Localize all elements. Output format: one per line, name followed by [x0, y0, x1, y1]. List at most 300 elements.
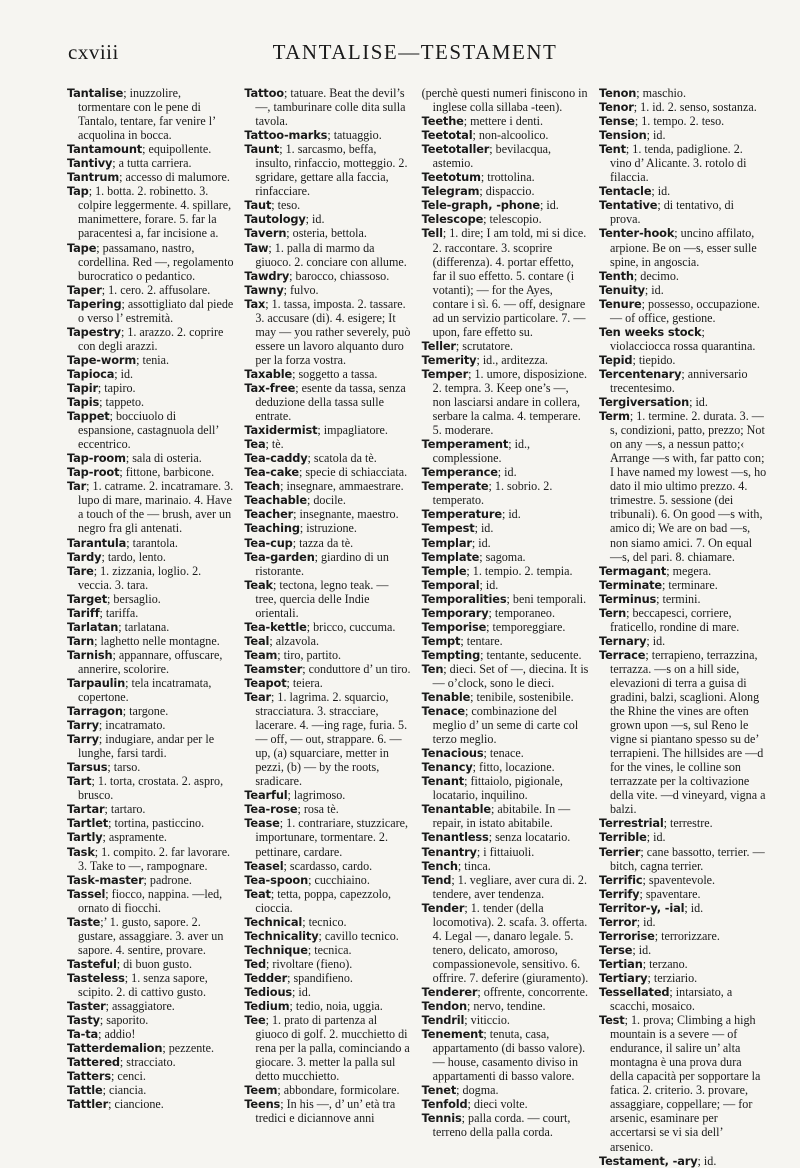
entry-headword: Temperate — [421, 479, 489, 494]
dictionary-entry — [244, 985, 412, 999]
entry-definition: ; bocciuolo di espansione, castagnuola dell’ eccentrico. — [78, 409, 219, 452]
dictionary-entry — [599, 971, 767, 985]
entry-headword: Tassel — [67, 886, 106, 901]
entry-definition: ; insegnante, maestro. — [293, 507, 399, 522]
entry-headword: Tenement — [421, 1027, 484, 1042]
entry-definition: ; id. — [689, 395, 708, 410]
entry-headword: Tarlatan — [67, 619, 119, 634]
entry-definition: ; id. — [646, 633, 666, 648]
entry-headword: Tarantula — [67, 535, 127, 550]
entry-definition: ; tenuta, casa, appartamento (di basso valore). — house, casamento diviso in appartamenti di basso valore. — [432, 1027, 586, 1084]
entry-headword: Tenfold — [421, 1097, 468, 1112]
entry-headword: Taste — [67, 914, 101, 929]
entry-headword: Tenancy — [421, 760, 473, 775]
dictionary-entry — [244, 479, 412, 493]
entry-definition: ; impagliatore. — [317, 423, 388, 438]
entry-headword: Ternary — [598, 633, 647, 648]
entry-definition: ; di buon gusto. — [116, 956, 192, 971]
dictionary-entry — [244, 451, 412, 465]
dictionary-entry — [599, 845, 767, 873]
dictionary-entry — [67, 395, 235, 409]
entry-headword: Terrestrial — [598, 816, 664, 831]
entry-headword: Teak — [244, 577, 273, 592]
dictionary-entry — [599, 929, 767, 943]
entry-definition: ; alzavola. — [269, 633, 320, 648]
entry-definition: ; id. — [697, 1153, 717, 1168]
entry-definition: ; terrestre. — [663, 816, 713, 831]
entry-headword: Tattered — [67, 1055, 120, 1070]
entry-headword: Tenter-hook — [598, 226, 675, 241]
dictionary-entry — [244, 437, 412, 451]
dictionary-entry — [244, 690, 412, 788]
dictionary-entry — [67, 592, 235, 606]
dictionary-entry — [422, 620, 590, 634]
entry-headword: Teapot — [244, 675, 287, 690]
entry-headword: Tend — [421, 872, 452, 887]
dictionary-entry — [599, 873, 767, 887]
entry-headword: Taut — [244, 198, 272, 213]
entry-headword: Terror — [598, 914, 637, 929]
dictionary-entry — [422, 606, 590, 620]
entry-headword: Tearful — [244, 788, 288, 803]
entry-definition: ; 1. sobrio. 2. temperato. — [432, 479, 553, 508]
entry-headword: Tart — [67, 774, 92, 789]
entry-definition: ; tardo, lento. — [101, 549, 166, 564]
dictionary-entry — [599, 100, 767, 114]
dictionary-entry — [599, 887, 767, 901]
dictionary-entry — [422, 592, 590, 606]
dictionary-entry — [244, 269, 412, 283]
dictionary-entry — [67, 1027, 235, 1041]
entry-definition: ; accesso di malumore. — [119, 170, 230, 185]
entry-headword: Tap-root — [67, 465, 120, 480]
entry-headword: Tergiversation — [598, 395, 690, 410]
entry-definition: ; tectona, legno teak. — tree, quercia delle Indie orientali. — [255, 577, 389, 620]
entry-definition: ; 1. cero. 2. affusolare. — [101, 282, 211, 297]
entry-headword: Taster — [67, 999, 106, 1014]
dictionary-entry — [422, 634, 590, 648]
dictionary-entry — [244, 620, 412, 634]
dictionary-entry — [422, 114, 590, 128]
dictionary-entry — [244, 957, 412, 971]
entry-definition: ; tentare. — [460, 633, 503, 648]
entry-definition: ; scrutatore. — [455, 338, 513, 353]
entry-definition: ; tartaro. — [104, 802, 146, 817]
entry-headword: Temple — [421, 563, 467, 578]
entry-headword: Termagant — [598, 563, 667, 578]
entry-headword: Tertian — [598, 956, 643, 971]
entry-definition: ; tarlatana. — [118, 619, 170, 634]
entry-definition: ; mettere i denti. — [463, 114, 544, 129]
entry-definition: ; 1. torta, crostata. 2. aspro, brusco. — [78, 774, 224, 803]
entry-headword: Tax — [244, 296, 266, 311]
entry-definition: ; viticcio. — [464, 1013, 510, 1028]
entry-headword: Tarry — [67, 732, 99, 747]
column-3 — [422, 86, 590, 1168]
entry-headword: Tea-kettle — [244, 619, 307, 634]
dictionary-entry — [599, 128, 767, 142]
entry-definition: ; temporeggiare. — [486, 619, 566, 634]
dictionary-entry — [244, 676, 412, 690]
entry-definition: ; assaggiatore. — [105, 999, 175, 1014]
entry-headword: Telegram — [421, 184, 480, 199]
entry-definition: ; indugiare, andar per le lunghe, farsi tardi. — [78, 732, 215, 761]
entry-headword: Tench — [421, 858, 458, 873]
dictionary-entry — [599, 269, 767, 283]
entry-definition: ; appannare, offuscare, annerire, scolorire. — [78, 647, 223, 676]
dictionary-entry — [422, 86, 590, 114]
entry-headword: Tavern — [244, 226, 287, 241]
dictionary-entry — [244, 1083, 412, 1097]
dictionary-entry — [67, 915, 235, 957]
entry-definition: ; id. — [636, 914, 656, 929]
entry-definition: ; abbondare, formicolare. — [277, 1083, 400, 1098]
entry-headword: Tape-worm — [67, 352, 137, 367]
dictionary-entry — [244, 142, 412, 198]
dictionary-entry — [599, 592, 767, 606]
entry-headword: Teethe — [421, 114, 464, 129]
entry-headword: Ten — [421, 661, 444, 676]
dictionary-entry — [244, 662, 412, 676]
entry-definition: ; saporito. — [99, 1013, 149, 1028]
dictionary-entry — [422, 550, 590, 564]
entry-definition: ; id. — [114, 366, 134, 381]
entry-definition: ; tiepido. — [632, 352, 676, 367]
page-number: cxviii — [68, 40, 119, 64]
entry-definition: ; id. — [471, 535, 491, 550]
dictionary-entry — [422, 578, 590, 592]
dictionary-entry — [244, 929, 412, 943]
entry-headword: Tendon — [421, 999, 467, 1014]
entry-headword: Temperance — [421, 465, 498, 480]
entry-definition: ; id. — [646, 830, 666, 845]
entry-definition: ; id. — [497, 465, 517, 480]
entry-headword: Tatters — [67, 1069, 111, 1084]
entry-headword: Tapioca — [67, 366, 115, 381]
dictionary-entry — [67, 845, 235, 873]
entry-definition: ; anniversario trecentesimo. — [609, 366, 748, 395]
entry-headword: Testament, -ary — [598, 1153, 698, 1168]
entry-headword: Tenderer — [421, 985, 478, 999]
entry-definition: ; terrorizzare. — [654, 928, 720, 943]
entry-headword: Temporise — [421, 619, 487, 634]
entry-definition: ; id. — [479, 577, 499, 592]
entry-definition: ; addio! — [98, 1027, 136, 1042]
entry-headword: Tasteful — [67, 956, 117, 971]
entry-definition: ; aspramente. — [102, 830, 167, 845]
entry-headword: Tessellated — [598, 985, 670, 999]
dictionary-entry — [67, 86, 235, 142]
entry-definition: ; tedio, noia, uggia. — [289, 999, 383, 1014]
dictionary-entry — [67, 802, 235, 816]
dictionary-entry — [244, 128, 412, 142]
entry-headword: Tele-graph, -phone — [421, 198, 540, 213]
entry-definition: ; specie di schiacciata. — [298, 465, 408, 480]
entry-headword: Teasel — [244, 858, 284, 873]
entry-headword: Terrible — [598, 830, 647, 845]
entry-definition: ; 1. termine. 2. durata. 3. —s, condizioni, patto, prezzo; Not on any —s, a nessun patto;‹ Arrange —s with, far patto con; I have named my lowest —s, ho dato il mio ultimo prezzo. 4. trimestre. 5. sessione (dei tribunali). 6. On good —s with, amico di; We are on bad —s, non siamo amici. 7. On equal —s, del pari. 8. chiamare. — [609, 409, 767, 564]
entry-definition: ; fitto, locazione. — [472, 760, 555, 775]
entry-definition: ; tinca. — [457, 858, 491, 873]
entry-definition: ; 1. vegliare, aver cura di. 2. tendere, aver tendenza. — [432, 872, 587, 901]
entry-headword: Tattoo-marks — [244, 128, 328, 143]
entry-definition: ; tarantola. — [126, 535, 178, 550]
entry-definition: ; passamano, nastro, cordellina. Red —, regolamento burocratico o pedantico. — [78, 240, 234, 283]
entry-definition: ; rivoltare (fieno). — [266, 956, 353, 971]
entry-definition: ; istruzione. — [299, 521, 357, 536]
dictionary-entry — [67, 156, 235, 170]
dictionary-entry — [244, 943, 412, 957]
dictionary-entry — [422, 184, 590, 198]
entry-headword: Ted — [244, 956, 267, 971]
entry-definition: ; id. — [644, 282, 664, 297]
dictionary-entry — [422, 648, 590, 662]
dictionary-entry — [422, 690, 590, 704]
dictionary-entry — [244, 226, 412, 240]
dictionary-entry — [67, 971, 235, 999]
entry-definition: ; violacciocca rossa quarantina. — [609, 324, 756, 353]
dictionary-entry — [67, 957, 235, 971]
dictionary-entry — [599, 395, 767, 409]
entry-definition: ; 1. palla di marmo da giuoco. 2. conciare con allume. — [255, 240, 407, 269]
entry-headword: Tawdry — [244, 268, 290, 283]
entry-definition: ; bersaglio. — [107, 591, 161, 606]
entry-definition: ; 1. lagrima. 2. squarcio, stracciatura. 3. stracciare, lacerare. 4. —ing rage, furia. 5. — off, — out, strappare. 6. — up, (a) squarciare, metter in pezzi, (b) — by the roots, sradicare. — [255, 690, 408, 789]
entry-definition: ; targone. — [122, 704, 169, 719]
entry-headword: Teaching — [244, 521, 300, 536]
dictionary-entry — [67, 465, 235, 479]
entry-headword: Tautology — [244, 212, 306, 227]
entry-definition: ; terziario. — [647, 970, 698, 985]
entry-definition: ; id. — [539, 198, 559, 213]
dictionary-entry — [244, 648, 412, 662]
dictionary-entry — [67, 873, 235, 887]
entry-definition: ; 1. umore, disposizione. 2. tempra. 3. Keep one’s —, non lasciarsi andare in collera, serbare la calma. 4. temperare. 5. moderare. — [432, 366, 588, 438]
dictionary-entry — [67, 887, 235, 915]
dictionary-entry — [244, 873, 412, 887]
entry-definition: ; fittone, barbicone. — [119, 465, 215, 480]
dictionary-entry — [599, 648, 767, 817]
entry-definition: ; tappeto. — [99, 395, 145, 410]
entry-definition: ; spandifieno. — [287, 970, 353, 985]
dictionary-entry — [67, 732, 235, 760]
dictionary-entry — [422, 564, 590, 578]
dictionary-entry — [244, 283, 412, 297]
dictionary-entry — [244, 816, 412, 858]
dictionary-entry — [67, 241, 235, 283]
entry-definition: ; incatramato. — [98, 718, 166, 733]
entry-definition: ; inuzzolire, tormentare con le pene di Tantalo, tentare, far venire l’ acquolina in bocca. — [78, 86, 216, 143]
entry-headword: Terrier — [598, 844, 641, 859]
entry-headword: Terse — [598, 942, 633, 957]
entry-headword: Tense — [598, 114, 635, 129]
entry-headword: Tartlet — [67, 816, 109, 831]
entry-definition: ; tentante, seducente. — [480, 647, 582, 662]
entry-definition: ; cavillo tecnico. — [318, 928, 399, 943]
dictionary-entry — [599, 634, 767, 648]
dictionary-entry — [244, 212, 412, 226]
dictionary-entry — [244, 550, 412, 578]
entry-definition: ; palla corda. — court, terreno della palla corda. — [432, 1111, 571, 1140]
entry-definition: ; 1. botta. 2. robinetto. 3. colpire leggermente. 4. spillare, manimettere, forare. 5. far la paracentesi a, far incisione a. — [78, 184, 232, 241]
entry-headword: Temper — [421, 366, 469, 381]
entry-definition: ; non-alcoolico. — [472, 128, 549, 143]
dictionary-entry — [67, 816, 235, 830]
entry-headword: Tension — [598, 128, 647, 143]
entry-definition: ; pezzente. — [162, 1041, 215, 1056]
entry-headword: Tendril — [421, 1013, 465, 1028]
dictionary-entry — [422, 802, 590, 830]
entry-definition: ; intarsiato, a scacchi, mosaico. — [609, 985, 733, 1014]
entry-definition: ; dispaccio. — [479, 184, 535, 199]
dictionary-entry — [599, 901, 767, 915]
dictionary-entry — [599, 985, 767, 1013]
entry-headword: Tattler — [67, 1097, 109, 1112]
entry-headword: Tarnish — [67, 647, 113, 662]
entry-headword: Territor-y, -ial — [598, 900, 685, 915]
dictionary-entry — [67, 620, 235, 634]
entry-definition: ; temporaneo. — [488, 605, 555, 620]
entry-definition: ; dieci volte. — [467, 1097, 528, 1112]
dictionary-entry — [67, 999, 235, 1013]
dictionary-entry — [67, 648, 235, 676]
entry-headword: Tapestry — [67, 324, 121, 339]
entry-headword: Tatterdemalion — [67, 1041, 163, 1056]
entry-headword: Tertiary — [598, 970, 648, 985]
entry-definition: ; id. — [501, 507, 521, 522]
dictionary-entry — [67, 1041, 235, 1055]
entry-definition: ; 1. prato di partenza al giuoco di golf. 2. mucchietto di rena per la palla, cominciando a giocare. 3. metter la palla sul detto mucchietto. — [255, 1013, 410, 1084]
dictionary-entry — [422, 479, 590, 507]
entry-definition: ; id. — [684, 900, 704, 915]
entry-definition: ; bevilacqua, astemio. — [432, 142, 552, 171]
dictionary-entry — [422, 985, 590, 999]
entry-definition: ; 1. tempo. 2. teso. — [634, 114, 725, 129]
dictionary-entry — [422, 437, 590, 465]
dictionary-entry — [422, 830, 590, 844]
entry-definition: ; fiocco, nappina. —led, ornato di fiocchi. — [78, 886, 223, 915]
dictionary-entry — [422, 353, 590, 367]
entry-headword: Teetotal — [421, 128, 473, 143]
entry-headword: Tedious — [244, 985, 293, 999]
entry-definition: ; bricco, cuccuma. — [306, 619, 396, 634]
entry-definition: ; termini. — [656, 591, 701, 606]
entry-headword: Tax-free — [244, 380, 296, 395]
entry-definition: ; megera. — [666, 563, 712, 578]
entry-headword: Tennis — [421, 1111, 462, 1126]
entry-definition: ; tatuaggio. — [327, 128, 382, 143]
entry-definition: ; sagoma. — [479, 549, 526, 564]
entry-headword: Tenacious — [421, 746, 484, 761]
entry-headword: Tea-rose — [244, 802, 298, 817]
dictionary-entry — [422, 536, 590, 550]
entry-definition: ; ciancia. — [102, 1083, 147, 1098]
entry-headword: Tear — [244, 690, 272, 705]
entry-definition: ; 1. arazzo. 2. coprire con degli arazzi. — [78, 324, 224, 353]
dictionary-entry — [244, 507, 412, 521]
entry-headword: Term — [598, 409, 630, 424]
entry-definition: ; laghetto nelle montagne. — [94, 633, 220, 648]
dictionary-entry — [599, 816, 767, 830]
entry-definition: ; padrone. — [143, 872, 192, 887]
entry-headword: Tar — [67, 479, 87, 494]
dictionary-entry — [67, 367, 235, 381]
dictionary-entry — [599, 142, 767, 184]
entry-headword: Tender — [421, 900, 465, 915]
dictionary-entry — [599, 1154, 767, 1168]
dictionary-entry — [599, 297, 767, 325]
dictionary-entry — [422, 1027, 590, 1083]
dictionary-entry — [422, 859, 590, 873]
entry-headword: Tenon — [598, 86, 637, 100]
entry-headword: Tenth — [598, 268, 634, 283]
dictionary-entry — [244, 971, 412, 985]
dictionary-entry — [67, 479, 235, 535]
entry-definition: ; 1. tempio. 2. tempia. — [466, 563, 573, 578]
entry-headword: Teacher — [244, 507, 294, 522]
entry-headword: Tenet — [421, 1083, 457, 1098]
dictionary-entry — [67, 1097, 235, 1111]
entry-definition: ; insegnare, ammaestrare. — [280, 479, 404, 494]
dictionary-entry — [67, 676, 235, 704]
entry-definition: ; id. — [632, 942, 652, 957]
entry-definition: ; assottigliato dal piede o verso l’ estremità. — [78, 296, 234, 325]
dictionary-entry — [422, 142, 590, 170]
dictionary-entry — [422, 465, 590, 479]
entry-headword: Teamster — [244, 661, 303, 676]
entry-headword: Terrorise — [598, 928, 655, 943]
entry-definition: ; cucchiaino. — [308, 872, 370, 887]
dictionary-entry — [244, 887, 412, 915]
dictionary-entry — [244, 367, 412, 381]
entry-headword: Technicality — [244, 928, 319, 943]
entry-headword: Tea-cake — [244, 465, 299, 480]
dictionary-entry — [599, 957, 767, 971]
entry-definition: ; i fittaiuoli. — [476, 844, 535, 859]
entry-headword: Tattle — [67, 1083, 103, 1098]
entry-definition: ; 1. dire; I am told, mi si dice. 2. raccontare. 3. scoprire (differenza). 4. portar effetto, far il suo effetto. 5. contare (i votanti); — for the Ayes, contare i sì. 6. — off, designare ad un servizio particolare. 7. — upon, fare effetto su. — [432, 226, 587, 339]
dictionary-entry — [244, 241, 412, 269]
entry-headword: Tenantable — [421, 802, 491, 817]
dictionary-entry — [67, 830, 235, 844]
entry-headword: Ta-ta — [67, 1027, 99, 1042]
dictionary-entry — [244, 423, 412, 437]
entry-definition: ; tapiro. — [97, 380, 136, 395]
entry-headword: Target — [67, 591, 108, 606]
dictionary-entry — [422, 128, 590, 142]
entry-definition: ; tenibile, sostenibile. — [470, 690, 574, 705]
entry-headword: Temerity — [421, 352, 477, 367]
entry-definition: ; osteria, bettola. — [286, 226, 367, 241]
dictionary-entry — [422, 662, 590, 690]
entry-headword: Tea-caddy — [244, 451, 308, 466]
entry-headword: Tenure — [598, 296, 642, 311]
entry-definition: ; 1. prova; Climbing a high mountain is a severe — of endurance, il salire un’ alta montagna è una prova dura della capacità per sopportare la fatica. 2. criterio. 3. provare, assaggiare, coppellare; — for arsenic, esaminare per accertarsi se vi sia dell’ arsenico. — [609, 1013, 761, 1154]
entry-headword: Tasty — [67, 1013, 100, 1028]
entry-headword: Technique — [244, 942, 308, 957]
entry-headword: Terrace — [598, 647, 646, 662]
entry-definition: ; terrapieno, terrazzina, terrazza. —s on a hill side, elevazioni di terra a guisa di gradini, balzi, scaglioni. Along the Rhine the vines are often grown upon —s, sul Reno le vigne si piantano spesso su de’ terrapieni. The hillsides are —d for the vines, le colline son terrazzate per la coltivazione della vite. —d vineyard, vigna a balzi. — [609, 647, 766, 817]
entry-definition: ; terzano. — [642, 956, 688, 971]
entry-headword: Tapir — [67, 380, 98, 395]
entry-headword: Taxable — [244, 366, 293, 381]
dictionary-entry — [244, 788, 412, 802]
entry-definition: ; tenace. — [483, 746, 524, 761]
entry-definition: ; id., complessione. — [432, 437, 531, 466]
dictionary-entry — [67, 409, 235, 451]
entry-definition: ; 1. catrame. 2. incatramare. 3. lupo di mare, marinaio. 4. Have a touch of the — brush, aver un negro fra gli antenati. — [78, 479, 234, 536]
entry-definition: ; 1. tender (della locomotiva). 2. scafa. 3. offerta. 4. Legal —, danaro legale. 5. tenero, delicato, amoroso, compassionevole, sensitivo. 6. offrire. 7. deferire (giuramento). — [432, 900, 589, 985]
